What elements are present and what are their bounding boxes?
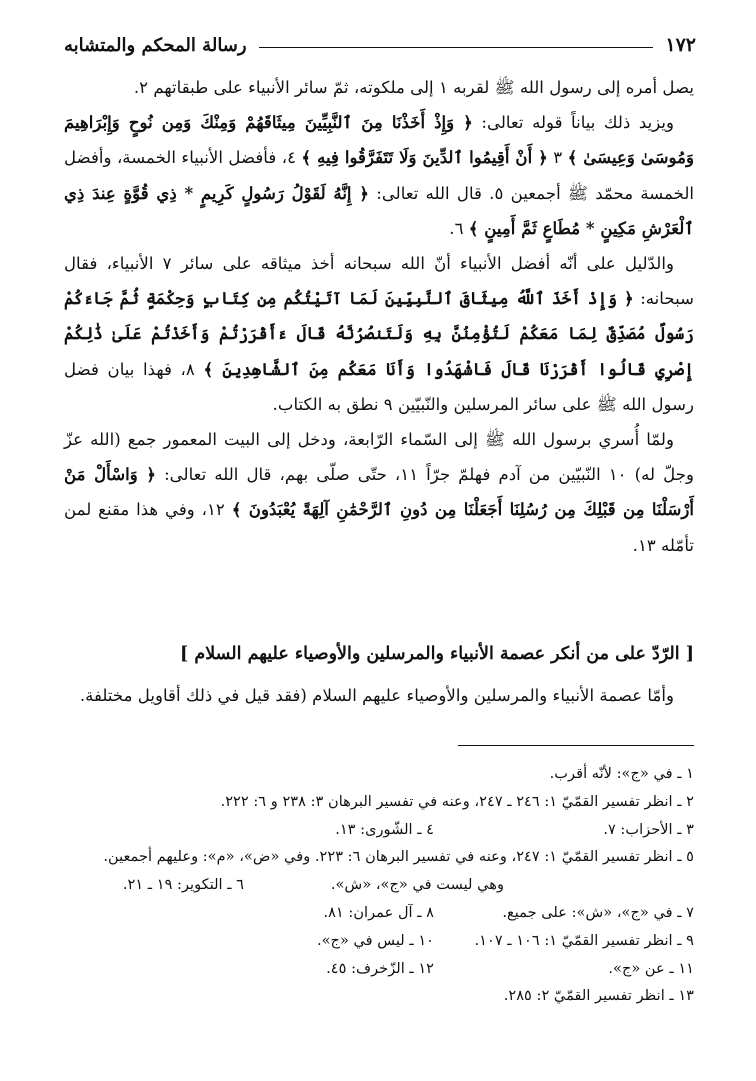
footnote-row [64, 871, 694, 899]
footnote-5: ٥ ـ انظر تفسير القمّيّ ١: ٢٤٧، وعنه في تفسير البرهان ٦: ٢٢٣. وفي «ض»، «م»: وعليهم أجمعين. [103, 848, 694, 866]
footnote-7: ٧ ـ في «ج»، «ش»: على جميع. [502, 903, 694, 921]
footnote-row [64, 927, 694, 955]
paragraph-2-text-b: ٣ [547, 148, 568, 168]
footnote-11: ١١ ـ عن «ج». [608, 959, 694, 977]
quran-verse: ﴿ وَاسْأَلْ مَنْ أَرْسَلْنَا مِن قَبْلِكَ مِن رُسُلِنَا أَجَعَلْنَا مِن دُونِ ٱلرَّحْمَٰنِ آلِهَةً يُعْبَدُونَ ﴾ [64, 464, 694, 520]
footnote-6: ٦ ـ التكوير: ١٩ ـ ٢١. [122, 876, 244, 894]
footnote-2: ٢ ـ انظر تفسير القمّيّ ١: ٢٤٦ ـ ٢٤٧، وعنه في تفسير البرهان ٣: ٢٣٨ و ٦: ٢٢٢. [220, 792, 694, 810]
section-paragraph: وأمّا عصمة الأنبياء والمرسلين والأوصياء عليهم السلام (فقد قيل في ذلك أقاويل مختلفة. [79, 686, 674, 705]
footnote-9: ٩ ـ انظر تفسير القمّيّ ١: ١٠٦ ـ ١٠٧. [474, 931, 694, 949]
paragraph-1-text: يصل أمره إلى رسول الله ﷺ لقربه ١ إلى ملكوته، ثمّ سائر الأنبياء على طبقاتهم ٢. [133, 78, 694, 97]
paragraph-3 [64, 246, 694, 422]
running-title: رسالة المحكم والمتشابه [64, 34, 247, 56]
quran-verse: ﴿ أَنْ أَقِيمُوا ٱلدِّينَ وَلَا تَتَفَرَّقُوا فِيهِ ﴾ [301, 147, 548, 168]
footnote-13: ١٣ ـ انظر تفسير القمّيّ ٢: ٢٨٥. [503, 987, 694, 1005]
paragraph-2 [64, 105, 694, 246]
footnote-1: ١ ـ في «ج»: لأنّه أقرب. [549, 765, 694, 782]
section-heading: [ الرّدّ على من أنكر عصمة الأنبياء والمرسلين والأوصياء عليهم السلام ] [180, 644, 694, 664]
paragraph-4 [64, 422, 694, 563]
footnote-5-continued: وهي ليست في «ج»، «ش». [330, 876, 504, 894]
footnote-8: ٨ ـ آل عمران: ٨١. [323, 903, 434, 921]
footnotes [64, 760, 694, 1010]
footnote-12: ١٢ ـ الزّخرف: ٤٥. [326, 959, 434, 977]
page-header [64, 28, 696, 62]
paragraph-2-text-c: ٤، فأفضل الأنبياء الخمسة، وأفضل الخمسة محمّد ﷺ أجمعين ٥. قال الله تعالى: [64, 148, 694, 203]
footnote-row [64, 899, 694, 927]
quran-verse: ﴿ وَإِذْ أَخَذْنَا مِنَ ٱلنَّبِيِّينَ مِيثَاقَهُمْ وَمِنْكَ وَمِن نُوحٍ وَإِبْرَاهِيمَ وَمُوسَىٰ وَعِيسَىٰ ﴾ [64, 112, 695, 168]
quran-verse: ﴿ وَإِذْ أَخَذَ ٱللَّهُ مِيثَاقَ ٱلنَّبِيِّينَ لَمَا آتَيْتُكُم مِن كِتَابٍ وَحِكْمَةٍ ثُمَّ جَاءَكُمْ رَسُولٌ مُصَدِّقٌ لِمَا مَعَكُمْ لَتُؤْمِنُنَّ بِهِ وَلَتَنصُرُنَّهُ قَالَ ءَأَقْرَرْتُمْ وَأَخَذْتُمْ عَلَىٰ ذَٰلِكُمْ إِصْرِي قَالُوا أَقْرَرْنَا قَالَ فَاشْهَدُوا وَأَنَا مَعَكُم مِنَ ٱلشَّاهِدِينَ ﴾ [64, 288, 695, 379]
paragraph-4-text-b: ١٢، وفي هذا مقنع لمن تأمّله ١٣. [64, 500, 694, 555]
footnote-separator [458, 745, 694, 746]
paragraph-4-text-a: ولمّا أُسري برسول الله ﷺ إلى السّماء الرّابعة، ودخل إلى البيت المعمور جمع (الله عزّ وجلّ له) ١٠ النّبيّين من آدم فهلمّ جرّاً ١١، حتّى صلّى بهم، قال الله تعالى: [64, 430, 694, 485]
page-number: ١٧٢ [665, 34, 696, 56]
quran-verse: ﴿ إِنَّهُ لَقَوْلُ رَسُولٍ كَرِيمٍ * ذِي قُوَّةٍ عِندَ ذِي ٱلْعَرْشِ مَكِينٍ * مُطَاعٍ ثَمَّ أَمِينٍ ﴾ [64, 182, 694, 238]
footnote-row [64, 816, 694, 844]
paragraph-2-text-a: ويزيد ذلك بياناً قوله تعالى: [472, 113, 674, 133]
header-rule [259, 47, 654, 48]
paragraph-2-text-d: ٦. [449, 218, 469, 238]
footnote-3: ٣ ـ الأحزاب: ٧. [603, 820, 694, 838]
footnote-row [64, 955, 694, 983]
footnote-10: ١٠ ـ ليس في «ج». [316, 931, 434, 949]
paragraph-1 [64, 70, 694, 105]
paragraph-3-text-a: والدّليل على أنّه أفضل الأنبياء أنّ الله سبحانه أخذ ميثاقه على سائر ٧ الأنبياء، فقال سبحانه: [64, 254, 694, 309]
footnote-4: ٤ ـ الشّورى: ١٣. [335, 820, 434, 838]
main-text [64, 70, 694, 563]
paragraph-3-text-b: ٨، فهذا بيان فضل رسول الله ﷺ على سائر المرسلين والنّبيّين ٩ نطق به الكتاب. [64, 359, 694, 414]
